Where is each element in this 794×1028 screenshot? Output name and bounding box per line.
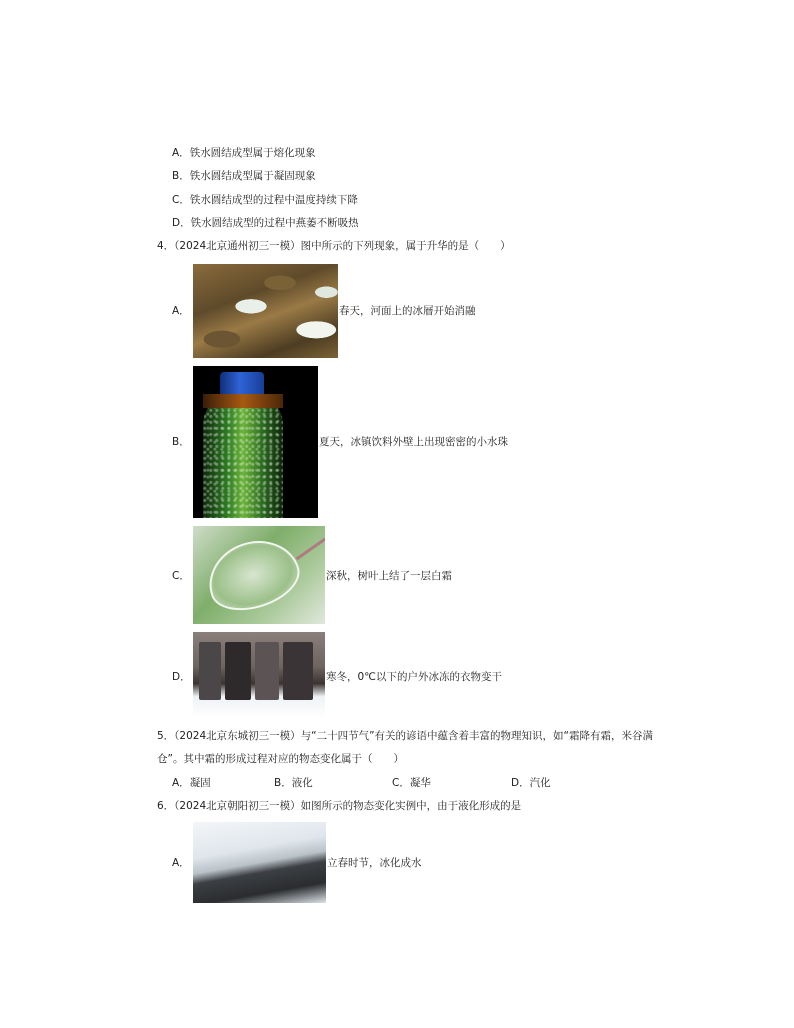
q4-option-d-letter: D． [172,671,191,683]
q6-option-a-caption: 立春时节，冰化成水 [327,857,422,869]
q5-option-a: A．凝固 [172,777,211,789]
q6-option-a-letter: A． [172,857,190,869]
leaf-shape [199,529,307,620]
cloth-3 [255,642,279,700]
q5-option-b: B．液化 [274,777,313,789]
q3-option-a: A．铁水圆结成型属于熔化现象 [172,147,316,159]
leaf-stem [296,535,325,560]
frozen-clothes-photo [193,632,325,718]
q4-option-c-caption: 深秋，树叶上结了一层白霜 [326,570,452,582]
q3-option-d: D．铁水圆结成型的过程中燕萎不断吸热 [172,217,359,229]
q3-option-b: B．铁水圆结成型属于凝固现象 [172,170,316,182]
river-ice-photo [193,264,338,358]
q4-stem: 4．（2024北京通州初三一模）图中所示的下列现象，属于升华的是（ ） [157,240,511,252]
cold-bottle-photo [193,366,318,518]
cloth-2 [225,642,251,700]
q3-option-c: C．铁水圆结成型的过程中温度持续下降 [172,194,358,206]
bottle-label [203,394,283,408]
cloth-1 [199,642,221,700]
q6-stem: 6．（2024北京朝阳初三一模）如图所示的物态变化实例中，由于液化形成的是 [157,800,522,812]
q4-option-a-letter: A． [172,305,190,317]
cloth-4 [283,642,313,700]
q5-option-c: C．凝华 [392,777,431,789]
melting-ice-photo [193,822,326,903]
q5-option-d: D．汽化 [511,777,551,789]
q5-stem-line2: 仓”。其中霜的形成过程对应的物态变化属于（ ） [157,753,404,765]
bottle-body [203,396,283,518]
q4-option-b-caption: 夏天，冰镇饮料外壁上出现密密的小水珠 [319,436,508,448]
q4-option-c-letter: C． [172,570,190,582]
q4-option-a-caption: 春天，河面上的冰層开始消融 [339,305,476,317]
q4-option-d-caption: 寒冬，0℃以下的户外冰冻的衣物变干 [326,671,502,683]
q5-stem-line1: 5．（2024北京东城初三一模）与“二十四节气”有关的谚语中蕴含着丰富的物理知识，如“霜降有霜，米谷满 [157,730,653,742]
q4-option-b-letter: B． [172,436,190,448]
frosted-leaf-photo [193,526,325,624]
